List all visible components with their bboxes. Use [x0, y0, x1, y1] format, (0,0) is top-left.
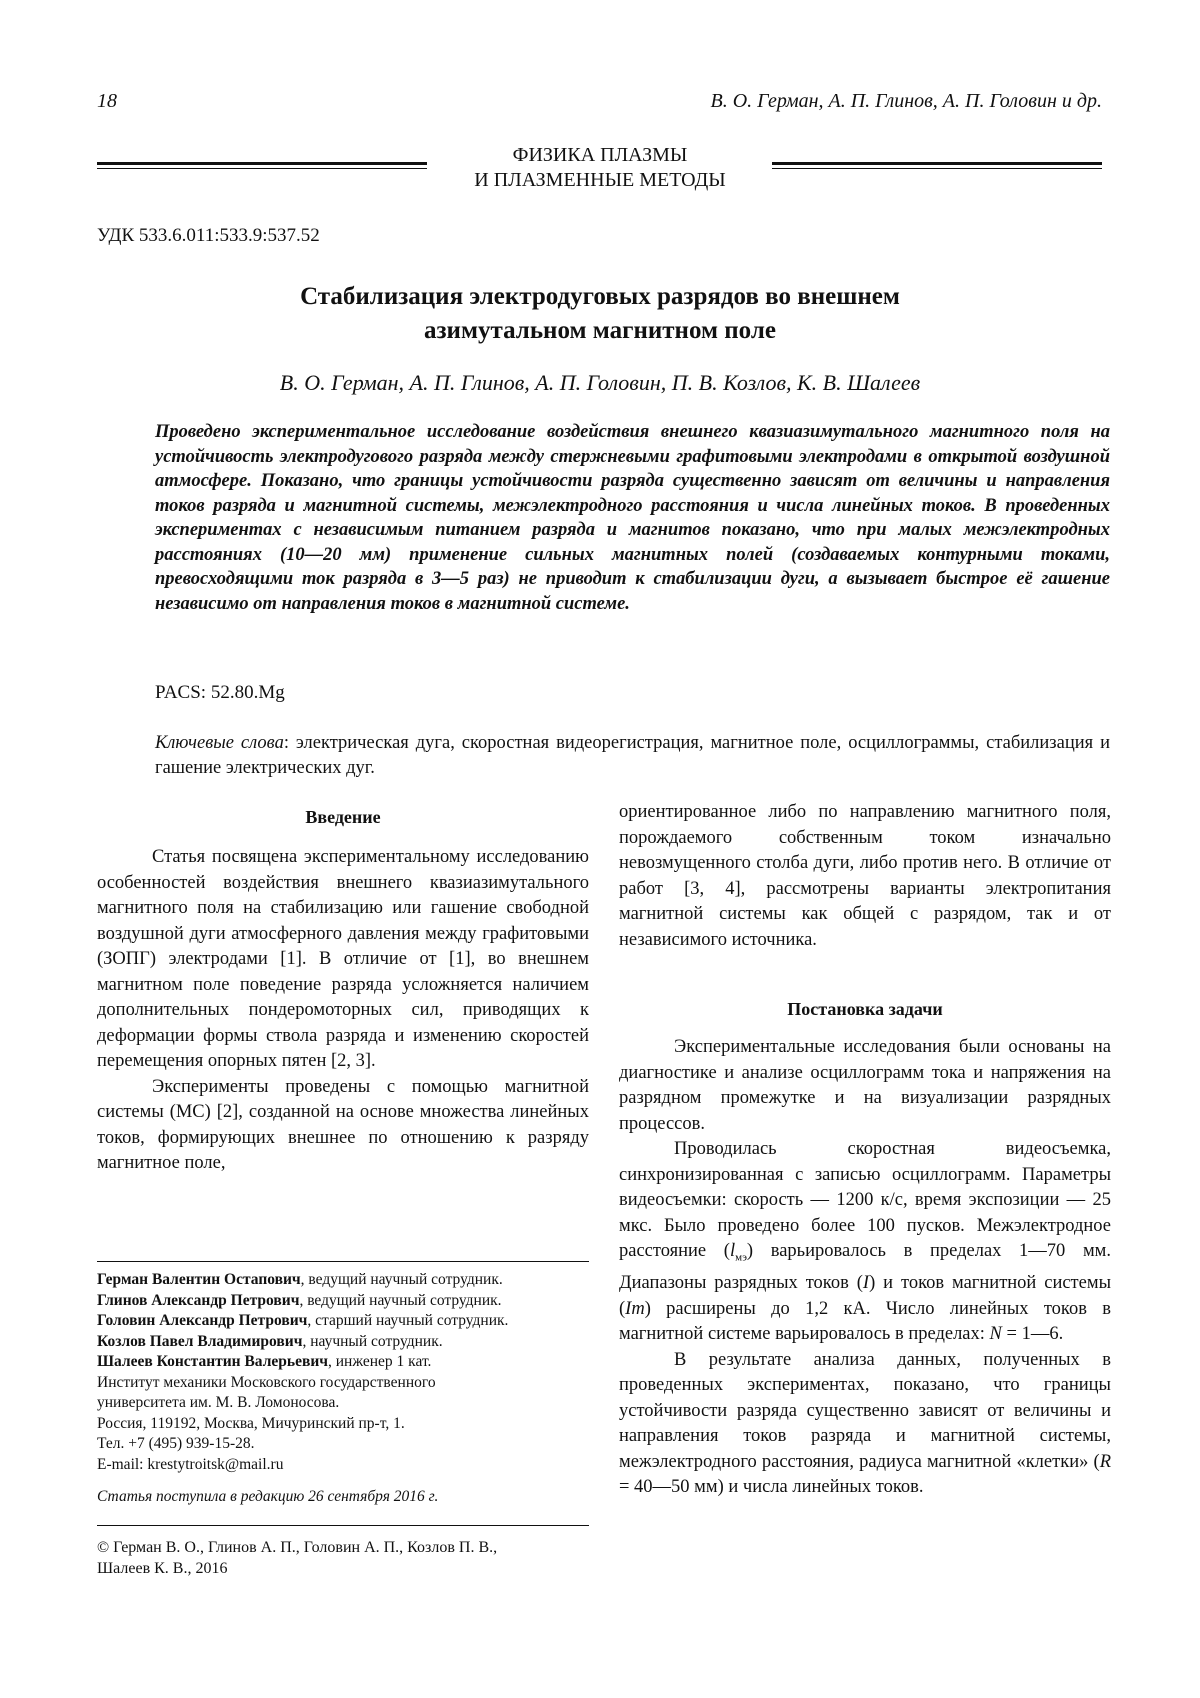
problem-heading: Постановка задачи — [787, 999, 943, 1019]
copyright — [97, 1537, 589, 1579]
problem-paragraph-1: Экспериментальные исследования были основаны на диагностике и анализе осциллограмм тока и напряжения на разрядном промежутке и на визуализации разрядных процессов. — [619, 1037, 1111, 1134]
received-date: Статья поступила в редакцию 26 сентября 2016 г. — [97, 1488, 439, 1505]
affiliation-line — [97, 1311, 589, 1332]
author-affiliations — [97, 1270, 589, 1508]
left-column — [97, 800, 589, 1177]
affiliation-line — [97, 1352, 589, 1373]
affiliation-line — [97, 1270, 589, 1291]
intro-paragraph-3: ориентированное либо по направлению магнитного поля, порождаемого собственным током изначально невозмущенного столба дуги, либо против него. В отличие от работ [3, 4], рассмотрены варианты электропитания магнитной системы как общей с разрядом, так и от независимого источника. — [619, 802, 1111, 950]
var-i: I — [862, 1273, 870, 1294]
section-heading — [0, 143, 1200, 193]
intro-heading: Введение — [305, 807, 381, 827]
problem-p2-text-a: Проводилась скоростная видеосъемка, синхронизированная с записью осциллограмм. Параметры видеосъемки: скорость — 1200 к/с, время экспозиции — 25 мкс. Было проведено более 100 пусков. Межэлектродное расстояние ( — [619, 1139, 1111, 1261]
affiliation-name: Герман Валентин Остапович — [97, 1271, 301, 1288]
paper-title-line1: Стабилизация электродуговых разрядов во внешнем — [300, 283, 900, 310]
affiliation-name: Козлов Павел Владимирович — [97, 1332, 303, 1350]
copyright-line2: Шалеев К. В., 2016 — [97, 1560, 228, 1577]
subscript-me: мэ — [735, 1251, 747, 1264]
affiliation-name: Шалеев Константин Валерьевич — [97, 1353, 329, 1370]
affiliation-line — [97, 1291, 589, 1312]
intro-paragraph-2: Эксперименты проведены с помощью магнитной системы (МС) [2], созданной на основе множества линейных токов, формирующих внешнее по отношению к разряду магнитное поле, — [97, 1076, 589, 1173]
problem-p3-text-a: В результате анализа данных, полученных в проведенных экспериментах, показано, что границы устойчивости разряда существенно зависят от величины и направления токов разряда и магнитной системы, межэлектродного расстояния, радиуса магнитной «клетки» ( — [619, 1349, 1111, 1472]
problem-paragraph-3 — [619, 1348, 1111, 1501]
affiliation-line — [97, 1332, 589, 1353]
problem-p2-text-c: ) и токов магнитной системы ( — [619, 1273, 1111, 1319]
section-heading-line1: ФИЗИКА ПЛАЗМЫ — [512, 144, 688, 166]
problem-p2-text-d: ) расширены до 1,2 кА. Число линейных токов в магнитной системе варьировалось в пределах: — [619, 1298, 1111, 1345]
var-im: Im — [625, 1298, 645, 1319]
institute-line1: Институт механики Московского государственного — [97, 1373, 436, 1391]
problem-p2-text-e: = 1—6. — [1001, 1324, 1064, 1345]
problem-p3-text-b: = 40—50 мм) и числа линейных токов. — [619, 1477, 924, 1498]
copyright-line1: © Герман В. О., Глинов А. П., Головин А. П., Козлов П. В., — [97, 1539, 498, 1556]
affiliation-role: , научный сотрудник. — [302, 1332, 443, 1350]
udk-code: УДК 533.6.011:533.9:537.52 — [97, 225, 320, 246]
problem-p2-text-b: ) варьировалось в пределах 1—70 мм. Диапазоны разрядных токов ( — [619, 1241, 1111, 1294]
paper-title-line2: азимутальном магнитном поле — [424, 317, 776, 344]
institute-email: E-mail: krestytroitsk@mail.ru — [97, 1455, 284, 1473]
running-head: В. О. Герман, А. П. Глинов, А. П. Головин и др. — [710, 90, 1102, 112]
affiliation-role: , ведущий научный сотрудник. — [300, 1271, 503, 1288]
var-n: N — [989, 1324, 1002, 1345]
keywords-label: Ключевые слова — [155, 733, 284, 753]
keywords-text: : электрическая дуга, скоростная видеорегистрация, магнитное поле, осциллограммы, стабилизация и гашение электрических дуг. — [155, 733, 1110, 778]
affiliation-role: , ведущий научный сотрудник. — [299, 1291, 502, 1309]
institute-address: Россия, 119192, Москва, Мичуринский пр-т, 1. — [97, 1414, 405, 1432]
keywords — [155, 731, 1110, 780]
intro-paragraph-1: Статья посвящена экспериментальному исследованию особенностей воздействия внешнего квазиазимутального магнитного поля на стабилизацию или гашение свободной воздушной дуги атмосферного давления между графитовыми (ЗОПГ) электродами [1]. В отличие от [1], во внешнем магнитном поле поведение разряда усложняется наличием дополнительных пондеромоторных сил, приводящих к деформации формы ствола разряда и изменению скоростей перемещения опорных пятен [2, 3]. — [97, 847, 589, 1071]
var-r: R — [1099, 1451, 1111, 1472]
copyright-divider — [97, 1525, 589, 1526]
abstract: Проведено экспериментальное исследование воздействия внешнего квазиазимутального магнитного поля на устойчивость электродугового разряда между стержневыми графитовыми электродами в открытой воздушной атмосфере. Показано, что границы устойчивости разряда существенно зависят от величины и направления токов разряда и магнитной системы, межэлектродного расстояния и числа линейных токов. В проведенных экспериментах с независимым питанием разряда и магнитов показано, что при малых межэлектродных расстояниях (10—20 мм) применение сильных магнитных полей (создаваемых контурными токами, превосходящими ток разряда в 3—5 раз) не приводит к стабилизации дуги, а вызывает быстрое её гашение независимо от направления токов в магнитной системе. — [155, 422, 1110, 614]
var-l: l — [729, 1241, 736, 1261]
authors: В. О. Герман, А. П. Глинов, А. П. Головин, П. В. Козлов, К. В. Шалеев — [279, 370, 921, 395]
section-heading-line2: И ПЛАЗМЕННЫЕ МЕТОДЫ — [474, 169, 726, 191]
affiliation-role: , инженер 1 кат. — [328, 1353, 432, 1370]
footnote-divider — [97, 1261, 589, 1262]
pacs-code: PACS: 52.80.Mg — [155, 682, 285, 703]
page-number: 18 — [97, 90, 117, 112]
right-column — [619, 800, 1111, 1501]
affiliation-name: Головин Александр Петрович — [97, 1312, 308, 1329]
affiliation-role: , старший научный сотрудник. — [307, 1312, 509, 1329]
paper-title — [0, 280, 1200, 348]
problem-paragraph-2 — [619, 1137, 1111, 1348]
institute-phone: Тел. +7 (495) 939-15-28. — [97, 1435, 255, 1452]
affiliation-name: Глинов Александр Петрович — [97, 1291, 300, 1309]
institute-line2: университета им. М. В. Ломоносова. — [97, 1394, 340, 1411]
